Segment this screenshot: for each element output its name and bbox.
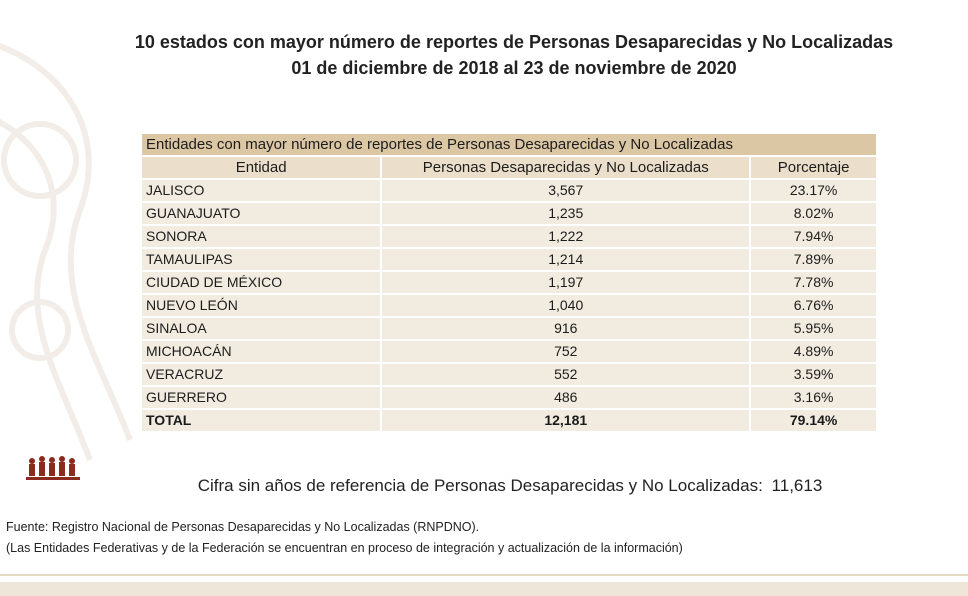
table-row	[142, 295, 876, 316]
row-porcentaje: 3.16%	[751, 387, 876, 408]
row-personas: 3,567	[382, 180, 749, 201]
row-personas: 1,214	[382, 249, 749, 270]
row-porcentaje: 7.94%	[751, 226, 876, 247]
row-personas: 916	[382, 318, 749, 339]
table-row	[142, 341, 876, 362]
heritage-figures-logo	[24, 452, 82, 486]
reference-value: 11,613	[771, 476, 823, 495]
row-entidad: SONORA	[142, 226, 380, 247]
row-personas: 486	[382, 387, 749, 408]
row-porcentaje: 7.89%	[751, 249, 876, 270]
footer-divider	[0, 574, 968, 576]
table-row	[142, 180, 876, 201]
page-subtitle: 01 de diciembre de 2018 al 23 de noviembre de 2020	[291, 58, 737, 78]
row-personas: 1,222	[382, 226, 749, 247]
table-row	[142, 318, 876, 339]
source-citation: Fuente: Registro Nacional de Personas Desaparecidas y No Localizadas (RNPDNO).	[6, 520, 480, 534]
row-porcentaje: 6.76%	[751, 295, 876, 316]
row-entidad: TAMAULIPAS	[142, 249, 380, 270]
table-caption-row	[142, 134, 876, 155]
row-entidad: SINALOA	[142, 318, 380, 339]
table-body	[142, 180, 876, 408]
row-entidad: GUANAJUATO	[142, 203, 380, 224]
table-row	[142, 387, 876, 408]
total-porcentaje: 79.14%	[751, 410, 876, 431]
table-caption: Entidades con mayor número de reportes de Personas Desaparecidas y No Localizadas	[142, 134, 876, 155]
table-header-row	[142, 157, 876, 178]
row-porcentaje: 4.89%	[751, 341, 876, 362]
footer-band	[0, 582, 968, 596]
row-personas: 1,197	[382, 272, 749, 293]
reference-note	[150, 476, 870, 496]
row-porcentaje: 7.78%	[751, 272, 876, 293]
row-entidad: GUERRERO	[142, 387, 380, 408]
table-row	[142, 249, 876, 270]
row-entidad: VERACRUZ	[142, 364, 380, 385]
table-total-row	[142, 410, 876, 431]
row-porcentaje: 5.95%	[751, 318, 876, 339]
row-entidad: CIUDAD DE MÉXICO	[142, 272, 380, 293]
reference-text: Cifra sin años de referencia de Personas Desaparecidas y No Localizadas:	[197, 476, 763, 495]
total-label: TOTAL	[142, 410, 380, 431]
update-note: (Las Entidades Federativas y de la Federación se encuentran en proceso de integración y actualización de la información)	[6, 541, 683, 555]
row-porcentaje: 8.02%	[751, 203, 876, 224]
row-porcentaje: 3.59%	[751, 364, 876, 385]
row-entidad: JALISCO	[142, 180, 380, 201]
column-header-personas: Personas Desaparecidas y No Localizadas	[382, 157, 749, 178]
table-row	[142, 226, 876, 247]
total-personas: 12,181	[382, 410, 749, 431]
column-header-entidad: Entidad	[142, 157, 380, 178]
table-row	[142, 203, 876, 224]
row-personas: 552	[382, 364, 749, 385]
page-title: 10 estados con mayor número de reportes de Personas Desaparecidas y No Localizadas	[134, 32, 894, 52]
row-personas: 752	[382, 341, 749, 362]
row-personas: 1,040	[382, 295, 749, 316]
table-row	[142, 364, 876, 385]
row-entidad: NUEVO LEÓN	[142, 295, 380, 316]
states-table	[140, 132, 878, 433]
column-header-porcentaje: Porcentaje	[751, 157, 876, 178]
table-row	[142, 272, 876, 293]
row-porcentaje: 23.17%	[751, 180, 876, 201]
row-personas: 1,235	[382, 203, 749, 224]
row-entidad: MICHOACÁN	[142, 341, 380, 362]
